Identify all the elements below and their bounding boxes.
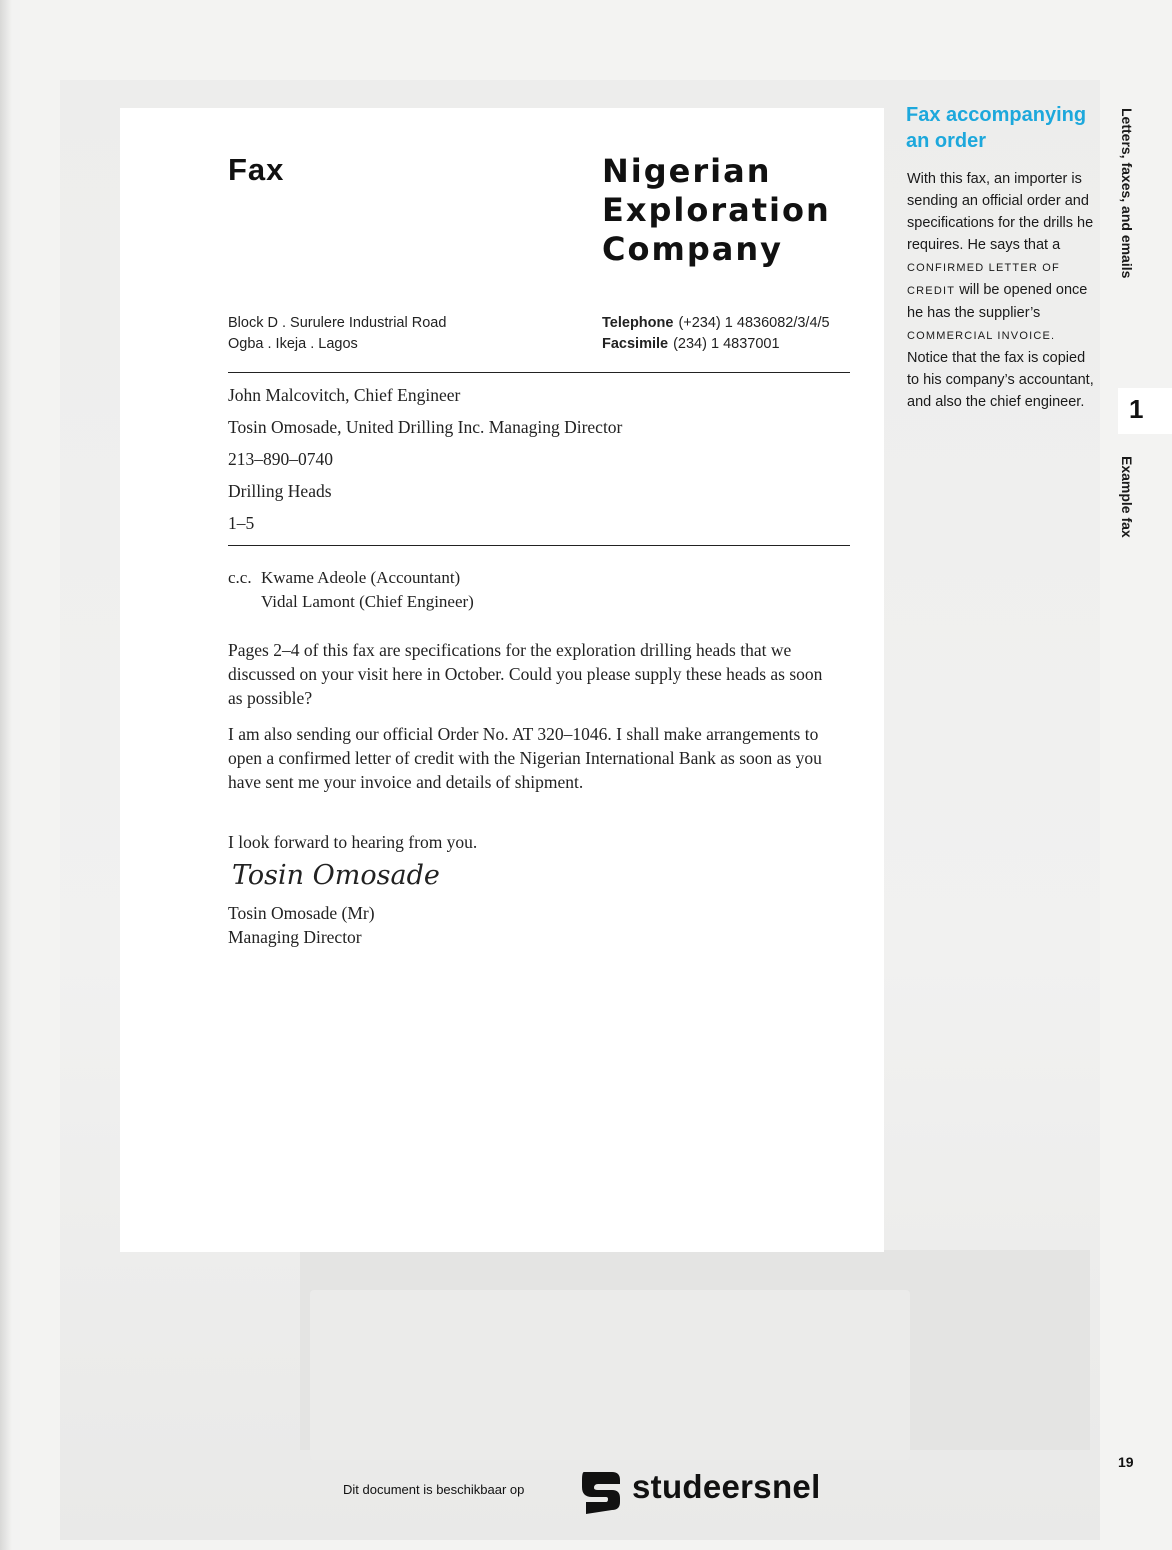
cc-recipient: Kwame Adeole (Accountant) bbox=[261, 568, 461, 587]
header-value: John Malcovitch, Chief Engineer bbox=[228, 385, 461, 405]
fax-title: Fax bbox=[228, 152, 285, 187]
header-value: Drilling Heads bbox=[228, 481, 332, 501]
sidebar-note bbox=[907, 168, 1097, 413]
address-line: Block D . Surulere Industrial Road bbox=[228, 315, 447, 331]
address-line: Ogba . Ikeja . Lagos bbox=[228, 336, 358, 352]
company-contact bbox=[602, 313, 830, 355]
company-name-line: Exploration bbox=[602, 191, 831, 229]
sidebar-term: CONFIRMED LETTER OF CREDIT bbox=[907, 262, 1060, 297]
header-row-to bbox=[0, 385, 900, 409]
header-value: 1–5 bbox=[228, 513, 255, 533]
telephone-label: Telephone bbox=[602, 315, 674, 331]
company-name bbox=[602, 152, 831, 269]
header-value: 213–890–0740 bbox=[228, 449, 333, 469]
telephone-line bbox=[602, 313, 830, 334]
sidebar-text: Notice that the fax is copied to his company’s accountant, and also the chief engineer. bbox=[907, 350, 1094, 410]
cc-recipient: Vidal Lamont (Chief Engineer) bbox=[261, 592, 474, 611]
telephone-value: (+234) 1 4836082/3/4/5 bbox=[678, 315, 830, 331]
studeersnel-logo-icon[interactable] bbox=[578, 1468, 624, 1514]
body-paragraph: Pages 2–4 of this fax are specifications for the exploration drilling heads that we discussed on your visit here in October. Could you please supply these heads as soon as possible? bbox=[228, 640, 823, 708]
footer-availability-text: Dit document is beschikbaar op bbox=[343, 1482, 525, 1497]
company-name-line: Company bbox=[602, 230, 783, 268]
bleed-through-box bbox=[310, 1290, 910, 1460]
subsection-tab-label: Example fax bbox=[1119, 456, 1135, 538]
sidebar-term: COMMERCIAL INVOICE. bbox=[907, 330, 1056, 342]
header-divider-bottom bbox=[228, 545, 850, 546]
header-divider-top bbox=[228, 372, 850, 373]
facsimile-line bbox=[602, 334, 830, 355]
chapter-number: 1 bbox=[1129, 394, 1144, 424]
company-address bbox=[228, 313, 446, 355]
body-paragraph: I am also sending our official Order No. AT 320–1046. I shall make arrangements to open a confirmed letter of credit with the Nigerian International Bank as soon as you have sent me your invoice and details of shipment. bbox=[228, 724, 822, 792]
company-name-line: Nigerian bbox=[602, 152, 772, 190]
header-value: Tosin Omosade, United Drilling Inc. Managing Director bbox=[228, 417, 623, 437]
chapter-tab bbox=[1118, 388, 1172, 434]
handwritten-signature: Tosin Omosade bbox=[232, 860, 440, 891]
facsimile-label: Facsimile bbox=[602, 336, 669, 352]
sidebar-text: will be opened once he has the supplier’s bbox=[907, 282, 1088, 321]
header-row-from bbox=[0, 417, 900, 441]
header-row-pages bbox=[0, 513, 900, 537]
signature-block bbox=[228, 901, 375, 949]
header-row-topic bbox=[0, 481, 900, 505]
sidebar-heading: Fax accompanying an order bbox=[906, 104, 1087, 152]
section-tab-label: Letters, faxes, and emails bbox=[1119, 108, 1135, 279]
body-paragraph: I look forward to hearing from you. bbox=[228, 832, 478, 852]
signature-title: Managing Director bbox=[228, 927, 362, 947]
facsimile-value: (234) 1 4837001 bbox=[673, 336, 780, 352]
page-number: 19 bbox=[1118, 1454, 1134, 1470]
header-row-fax bbox=[0, 449, 900, 473]
studeersnel-brand[interactable]: studeersnel bbox=[632, 1468, 821, 1505]
sidebar-text: With this fax, an importer is sending an official order and specifications for the drills he requires. He says that a bbox=[907, 171, 1094, 253]
cc-label: c.c. bbox=[228, 568, 252, 587]
signature-name: Tosin Omosade (Mr) bbox=[228, 903, 375, 923]
cc-block bbox=[228, 566, 474, 614]
page-binding-shadow bbox=[0, 0, 12, 1550]
